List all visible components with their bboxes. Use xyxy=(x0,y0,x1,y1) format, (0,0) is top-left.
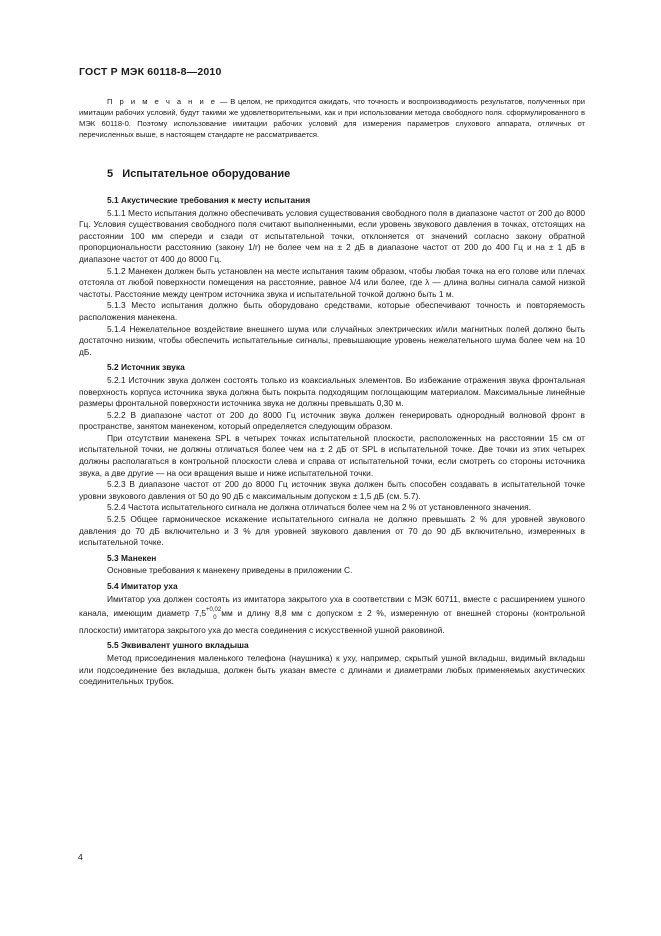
paragraph: При отсутствии манекена SPL в четырех точках испытательной плоскости, расположенных на расстоянии 15 см от испытательной точки, не должны отличаться более чем на ± 2 дБ от SPL в испытательной точке. Две точки из этих четырех должны располагаться в контрольной плоскости слева и справа от испытательной точки, если смотреть со стороны источника звука, а две другие — на оси вращения выше и ниже испытательной точки. xyxy=(79,432,585,478)
section-body xyxy=(79,191,585,688)
note-label: П р и м е ч а н и е xyxy=(107,97,218,106)
paragraph: Основные требования к манекену приведены в приложении С. xyxy=(107,565,353,576)
tolerance-upper: +0,02 xyxy=(206,607,222,614)
paragraph: 5.2.1 Источник звука должен состоять только из коаксиальных элементов. Во избежание отражения звука фронтальная поверхность корпуса источника звука должна быть покрыта подходящим поглощающим материалом. Максимальные линейные размеры фронтальной поверхности источника звука не должны превышать 0,30 м. xyxy=(79,374,585,409)
document-header: ГОСТ Р МЭК 60118-8—2010 xyxy=(79,66,222,78)
note-text: — В целом, не приходится ожидать, что точность и воспроизводимость результатов, полученных при имитации рабочих условий, будут такими же удовлетворительными, как и при использовании метода свободного поля. сформулированного в МЭК 60118-0. Поэтому использование имитации рабочих условий для измерения параметров слухового аппарата, отличных от перечисленных выше, в настоящем стандарте не рассматривается. xyxy=(79,97,585,139)
section-number: 5 xyxy=(107,168,114,180)
section-title: Испытательное оборудование xyxy=(122,168,291,180)
paragraph-list-2 xyxy=(79,640,585,687)
paragraph: 5.2.3 В диапазоне частот от 200 до 8000 Гц источник звука должен быть способен создавать в испытательной точке уровни звукового давления от 50 до 90 дБ с максимальным допуском ± 1,5 дБ (см. 5.7). xyxy=(79,479,585,501)
subsection-heading: 5.1 Акустические требования к месту испытания xyxy=(107,195,311,205)
paragraph-5-4-after: мм и длину 8,8 мм с допуском ± 2 %, измеренную от внешней стороны (контрольной плоскости) имитатора закрытого уха до места соединения с искусственной ушной раковиной. xyxy=(79,608,585,635)
paragraph: 5.1.3 Место испытания должно быть оборудовано средствами, которые обеспечивают точность и повторяемость расположения манекена. xyxy=(79,300,585,322)
paragraph: 5.2.4 Частота испытательного сигнала не должна отличаться более чем на 2 % от установленного значения. xyxy=(107,502,531,513)
paragraph: 5.2.2 В диапазоне частот от 200 до 8000 Гц источник звука должен генерировать однородный волновой фронт в пространстве, занятом манекеном, который определяется следующим образом. xyxy=(79,409,585,432)
paragraph-5-4-before: Имитатор уха должен состоять из имитатора закрытого уха в соответствии с МЭК 60711, вместе с расширением ушного канала, имеющим диаметр 7,5 xyxy=(79,593,585,619)
page-number: 4 xyxy=(78,852,83,862)
paragraph: Метод присоединения маленького телефона (наушника) к уху, например, скрытый ушной вкладыш, видимый вкладыш или подсоединение без вкладыша, должен быть указан вместе с длинами и диаметрами любых применяемых акустических соединительных трубок. xyxy=(79,652,585,687)
subsection-heading: 5.5 Эквивалент ушного вкладыша xyxy=(107,640,249,651)
tolerance-lower: 0 xyxy=(213,615,217,622)
paragraph-list xyxy=(79,195,585,593)
subsection-heading: 5.4 Имитатор уха xyxy=(107,581,178,591)
paragraph: 5.1.4 Нежелательное воздействие внешнего шума или случайных электрических и/или магнитных полей должно быть достаточно низким, чтобы обеспечить испытательные сигналы, превышающие уровень нежелательного шума более чем на 10 дБ. xyxy=(79,323,585,357)
paragraph-5-4 xyxy=(79,594,585,637)
paragraph: 5.1.1 Место испытания должно обеспечивать условия существования свободного поля в диапазоне частот от 200 до 8000 Гц. Условия существования свободного поля считают выполненными, если уровень звукового давления в точках, отстоящих на расстоянии 100 мм спереди и сзади от испытательной точки, отклоняется от значений согласно закону обратной пропорциональности расстоянию (закону 1/r) не более чем на ± 2 дБ в диапазоне частот от 200 до 400 Гц и на ± 1 дБ в диапазоне частот от 400 до 8000 Гц. xyxy=(79,207,585,264)
paragraph: 5.1.2 Манекен должен быть установлен на месте испытания таким образом, чтобы любая точка на его голове или плечах отстояла от любой поверхности помещения на расстояние, равное λ/4 или более, где λ — длина волны сигнала самой низкой частоты. Расстояние между центром источника звука и испытательной точкой должно быть 1 м. xyxy=(79,265,585,299)
section-heading xyxy=(107,168,290,180)
note-block xyxy=(79,96,585,140)
subsection-heading: 5.2 Источник звука xyxy=(107,362,185,373)
subsection-heading: 5.3 Манекен xyxy=(107,552,157,563)
paragraph: 5.2.5 Общее гармоническое искажение испытательного сигнала не должно превышать 2 % для уровней звукового давления до 70 дБ включительно и 3 % для уровней звукового давления от 70 до 90 дБ включительно, измеренных в испытательной точке. xyxy=(79,514,585,548)
